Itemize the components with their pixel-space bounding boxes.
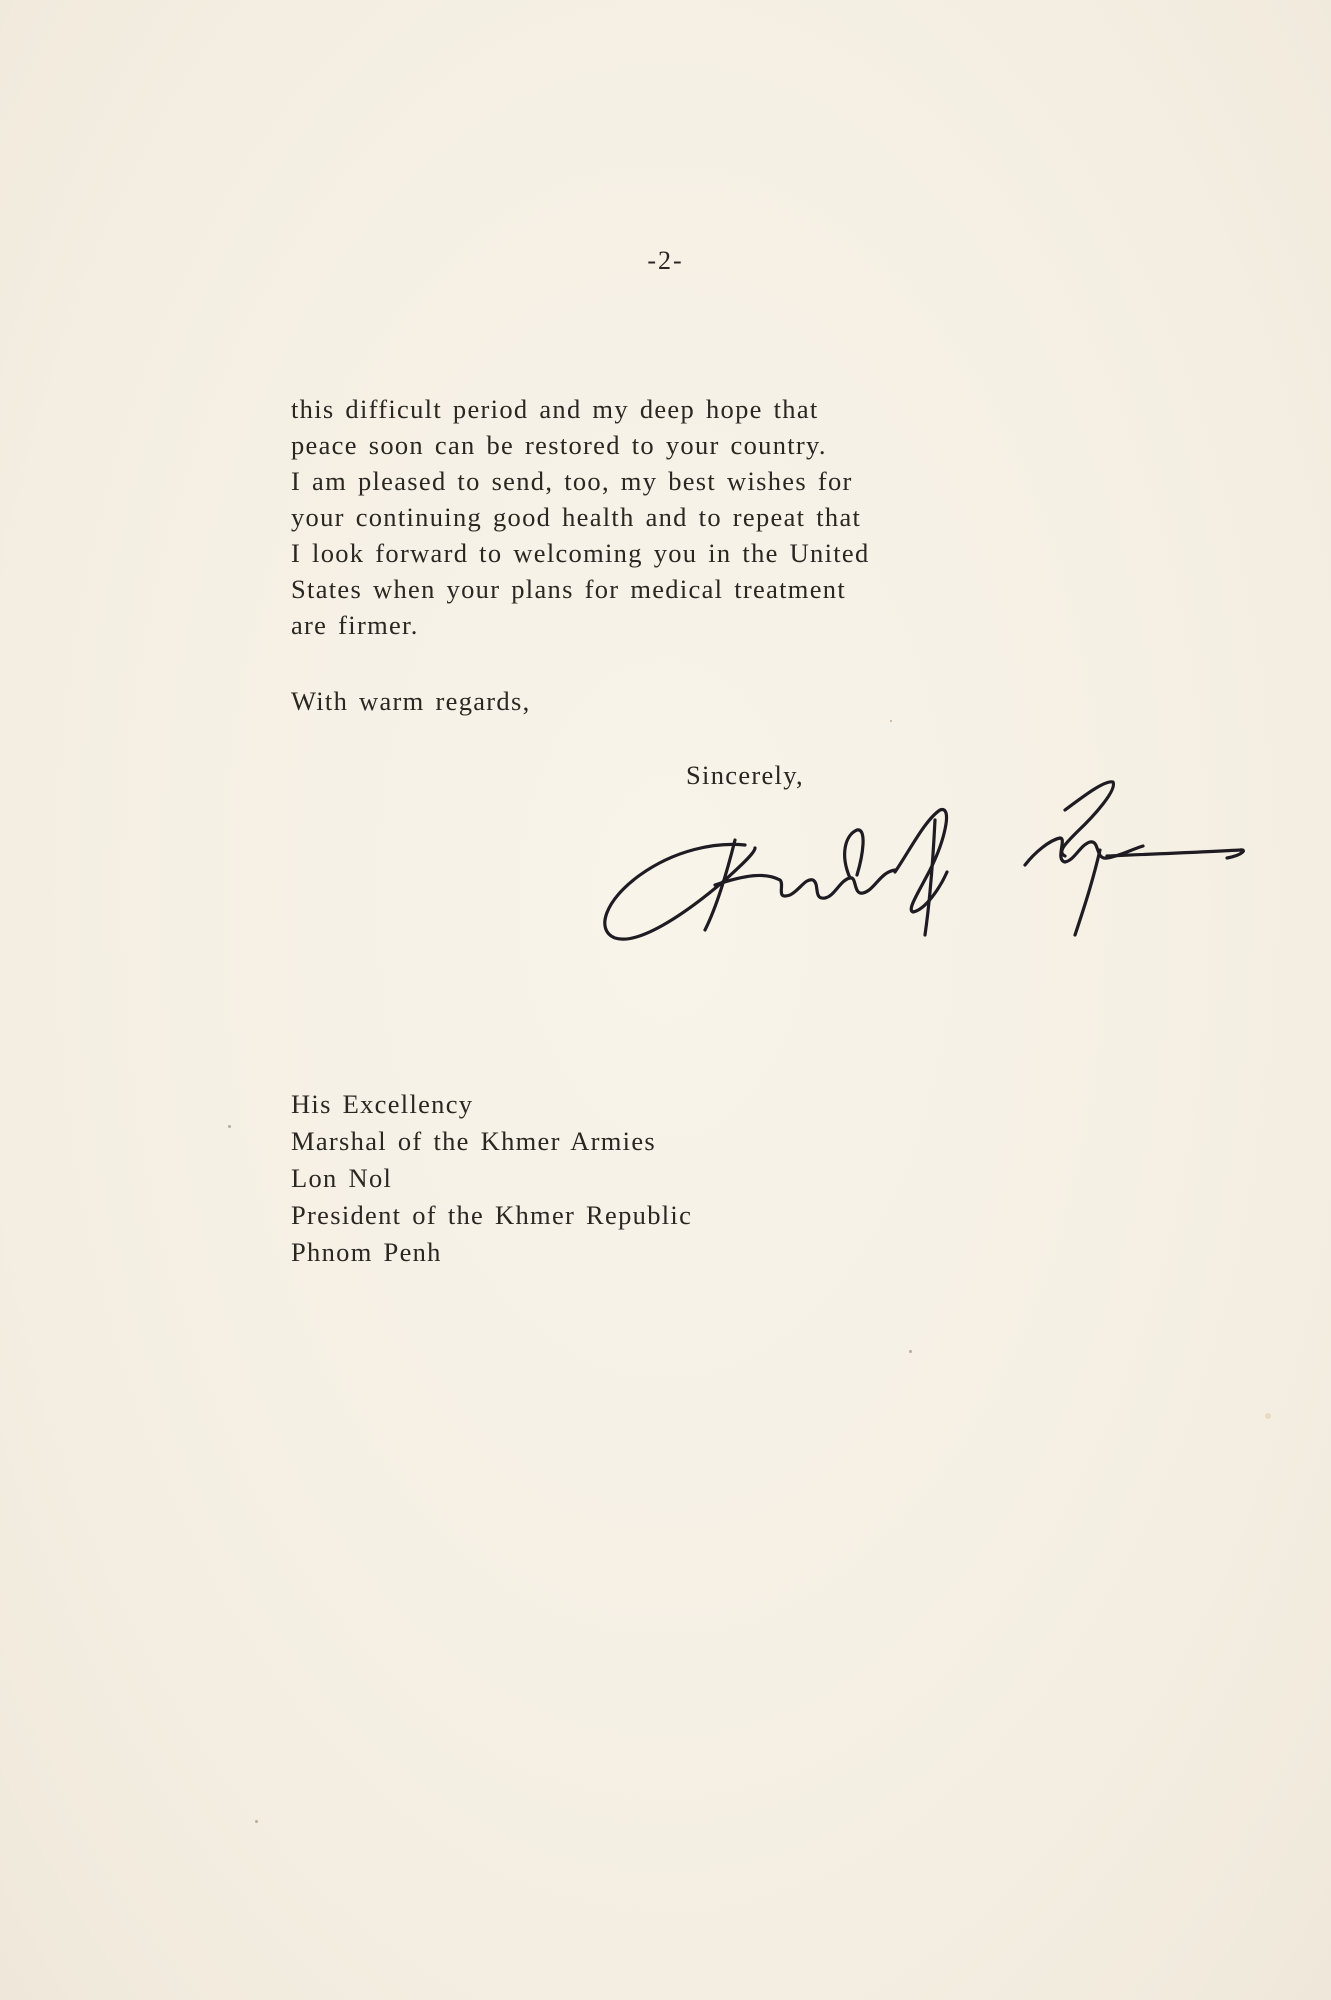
page-number: -2- — [647, 246, 684, 275]
address-line: His Excellency — [291, 1089, 474, 1119]
paper-speck — [255, 1820, 258, 1823]
address-line: Marshal of the Khmer Armies — [291, 1126, 657, 1156]
paper-speck — [1265, 1413, 1271, 1419]
letter-body — [291, 391, 870, 643]
paper-speck — [909, 1350, 912, 1353]
paper-speck — [890, 720, 892, 722]
body-line: States when your plans for medical treatment — [291, 574, 846, 604]
body-line: are firmer. — [291, 610, 419, 640]
address-line: Phnom Penh — [291, 1237, 442, 1267]
paper-speck — [228, 1125, 231, 1128]
handwritten-signature — [595, 760, 1245, 960]
sign-off: Sincerely, — [686, 760, 804, 790]
address-line: Lon Nol — [291, 1163, 393, 1193]
body-line: I am pleased to send, too, my best wishes for — [291, 466, 853, 496]
body-line: I look forward to welcoming you in the United — [291, 538, 870, 568]
address-line: President of the Khmer Republic — [291, 1200, 693, 1230]
recipient-address — [291, 1086, 692, 1271]
body-line: this difficult period and my deep hope that — [291, 394, 819, 424]
closing-line: With warm regards, — [291, 686, 531, 716]
body-line: peace soon can be restored to your country. — [291, 430, 827, 460]
body-line: your continuing good health and to repeat that — [291, 502, 862, 532]
